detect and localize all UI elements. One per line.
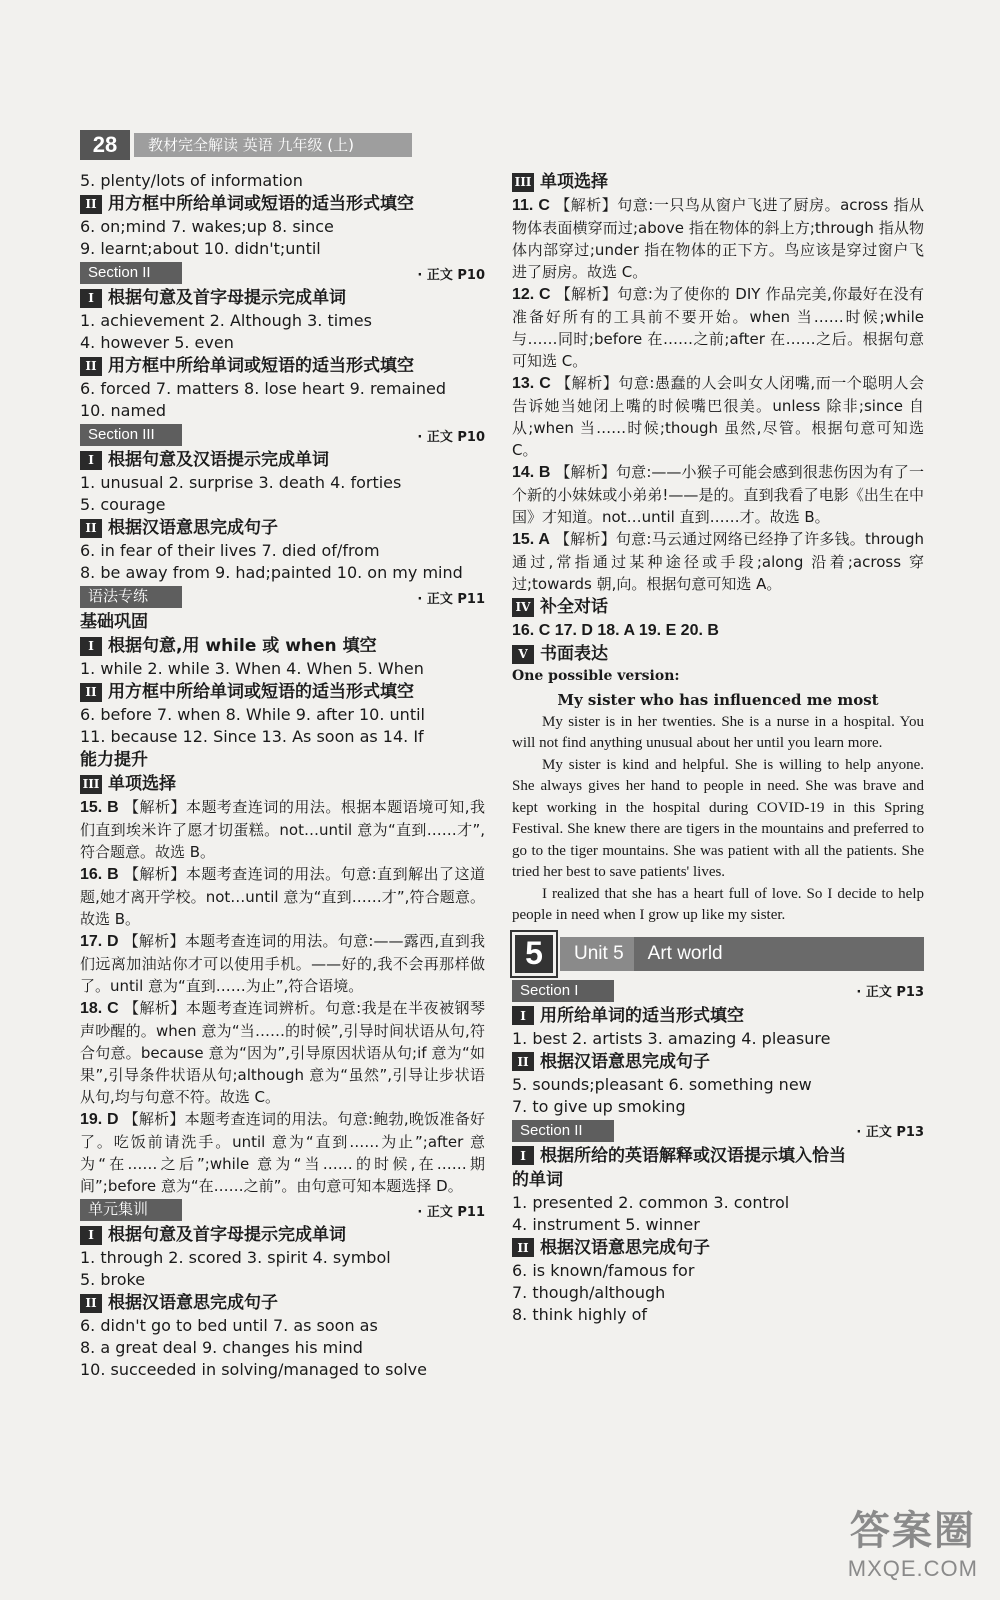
answer-line: 1. through 2. scored 3. spirit 4. symbol	[80, 1248, 391, 1267]
explanation-item: 17. D 【解析】本题考查连词的用法。句意:——露西,直到我们远离加油站你才可以使用手机。——好的,我不会再那样做了。until 意为“直到……为止”,符合语境。	[80, 932, 485, 995]
answer-line: 1. best 2. artists 3. amazing 4. pleasure	[512, 1028, 831, 1048]
answer-line: 16. C 17. D 18. A 19. E 20. B	[512, 622, 719, 639]
roman-numeral-badge: II	[80, 519, 102, 538]
answer-line: 1. presented 2. common 3. control	[512, 1192, 790, 1212]
exercise-heading: I 根据句意,用 while 或 when 填空	[80, 634, 485, 658]
answer-line: 9. learnt;about 10. didn't;until	[80, 239, 321, 258]
page-header	[80, 130, 412, 160]
explanation-item: 16. B 【解析】本题考查连词的用法。句意:直到解出了这道题,她才离开学校。not…until 意为“直到……才”,符合题意。故选 B。	[80, 865, 485, 928]
unit-label: Unit 5	[560, 937, 634, 971]
exercise-heading: II 根据汉语意思完成句子	[512, 1050, 924, 1074]
essay-paragraph: My sister is kind and helpful. She is willing to help anyone. She always gives her hand to people in need. She was brave and kept working in the hospital during COVID-19 in this Spring Festival. She knew there are tigers in the mountains and preferred to go to the tiger mountains. She was patient with all the patients. She tried her best to save patients' lives.	[512, 756, 924, 880]
roman-numeral-badge: II	[512, 1052, 534, 1071]
section-tag: 单元集训	[80, 1199, 182, 1221]
explanation-item: 14. B 【解析】句意:——小猴子可能会感到很悲伤因为有了一个新的小妹妹或小弟弟!——是的。直到我看了电影《出生在中国》才知道。not…until 直到……才。故选 B。	[512, 463, 924, 526]
answer-line: 7. to give up smoking	[512, 1096, 686, 1116]
answer-line: 7. though/although	[512, 1282, 666, 1302]
exercise-heading: II 用方框中所给单词或短语的适当形式填空	[80, 680, 485, 704]
watermark-logo-text: 答案圈	[849, 1508, 976, 1554]
essay-intro: One possible version:	[512, 668, 680, 684]
essay-paragraph: I realized that she has a heart full of love. So I decide to help people in need when I grow up like my sister.	[512, 885, 924, 923]
section-row	[80, 585, 485, 609]
exercise-heading-continued: 的单词	[512, 1169, 563, 1190]
book-title: 教材完全解读 英语 九年级 (上)	[134, 133, 412, 157]
answer-line: 6. didn't go to bed until 7. as soon as	[80, 1316, 378, 1335]
essay-paragraph: My sister is in her twenties. She is a nurse in a hospital. You will not find anything unusual about her until you learn more.	[512, 713, 924, 751]
roman-numeral-badge: II	[80, 357, 102, 376]
exercise-heading: I 根据句意及首字母提示完成单词	[80, 286, 485, 310]
roman-numeral-badge: III	[512, 173, 534, 192]
explanation-item: 15. B 【解析】本题考查连词的用法。根据本题语境可知,我们直到埃米许了愿才切蛋糕。not…until 意为“直到……才”,符合题意。故选 B。	[80, 798, 485, 861]
exercise-heading: I 根据句意及首字母提示完成单词	[80, 1223, 485, 1247]
essay-title: My sister who has influenced me most	[557, 690, 879, 709]
roman-numeral-badge: II	[80, 1294, 102, 1313]
answer-line: 8. be away from 9. had;painted 10. on my mind	[80, 563, 463, 582]
explanation-item: 15. A 【解析】句意:马云通过网络已经挣了许多钱。through 通过,常指通过某种途径或手段;along 沿着;across 穿过;towards 朝,向。根据句意可知选 A。	[512, 530, 924, 593]
subsection-title: 能力提升	[80, 750, 148, 770]
exercise-heading: II 用方框中所给单词或短语的适当形式填空	[80, 192, 485, 216]
answer-line: 5. sounds;pleasant 6. something new	[512, 1074, 812, 1094]
subsection-title: 基础巩固	[80, 612, 148, 632]
exercise-heading: II 根据汉语意思完成句子	[80, 1291, 485, 1315]
roman-numeral-badge: II	[512, 1238, 534, 1257]
roman-numeral-badge: I	[512, 1146, 534, 1165]
answer-line: 6. before 7. when 8. While 9. after 10. until	[80, 705, 425, 724]
section-row	[512, 979, 924, 1003]
left-column	[80, 170, 485, 1381]
right-column	[512, 170, 924, 1326]
section-row	[80, 1198, 485, 1222]
exercise-heading: II 根据汉语意思完成句子	[80, 516, 485, 540]
exercise-heading: I 用所给单词的适当形式填空	[512, 1004, 924, 1028]
exercise-heading: V 书面表达	[512, 642, 924, 666]
section-row	[80, 423, 485, 447]
answer-line: 5. plenty/lots of information	[80, 171, 303, 190]
section-row	[512, 1119, 924, 1143]
exercise-heading: IV 补全对话	[512, 595, 924, 619]
section-tag: Section II	[512, 1120, 614, 1142]
answer-line: 8. think highly of	[512, 1304, 648, 1324]
explanation-item: 11. C 【解析】句意:一只鸟从窗户飞进了厨房。across 指从物体表面横穿而过;above 指在物体的斜上方;through 指从物体内部穿过;under 指在物体的正下方。鸟应该是穿过窗户飞进了厨房。故选 C。	[512, 196, 924, 281]
page-reference: · 正文 P11	[417, 591, 485, 607]
answer-line: 1. unusual 2. surprise 3. death 4. forties	[80, 473, 402, 492]
explanation-item: 13. C 【解析】句意:愚蠢的人会叫女人闭嘴,而一个聪明人会告诉她当她闭上嘴的时候嘴巴很美。unless 除非;since 自从;when 当……时候;though 虽然,尽管。根据句意可知选 C。	[512, 374, 924, 459]
roman-numeral-badge: I	[512, 1006, 534, 1025]
exercise-heading: I 根据所给的英语解释或汉语提示填入恰当	[512, 1144, 924, 1168]
exercise-heading: II 根据汉语意思完成句子	[512, 1236, 924, 1260]
section-tag: Section III	[80, 424, 182, 446]
page-reference: · 正文 P10	[417, 267, 485, 283]
answer-line: 10. named	[80, 401, 167, 420]
answer-line: 6. on;mind 7. wakes;up 8. since	[80, 217, 334, 236]
roman-numeral-badge: IV	[512, 598, 534, 617]
roman-numeral-badge: I	[80, 1226, 102, 1245]
explanation-item: 19. D 【解析】本题考查连词的用法。句意:鲍勃,晚饭准备好了。吃饭前请洗手。until 意为“直到……为止”;after 意为“在……之后”;while 意为“当……的时候,在……期间”;before 意为“在……之前”。由句意可知本题选择 D。	[80, 1110, 485, 1195]
answer-line: 8. a great deal 9. changes his mind	[80, 1338, 363, 1357]
answer-line: 1. while 2. while 3. When 4. When 5. When	[80, 659, 424, 678]
answer-line: 6. is known/famous for	[512, 1260, 695, 1280]
page-number: 28	[80, 130, 130, 160]
answer-line: 4. instrument 5. winner	[512, 1214, 700, 1234]
exercise-heading: III 单项选择	[80, 772, 485, 796]
answer-line: 5. courage	[80, 495, 166, 514]
roman-numeral-badge: I	[80, 451, 102, 470]
roman-numeral-badge: II	[80, 195, 102, 214]
explanation-item: 12. C 【解析】句意:为了使你的 DIY 作品完美,你最好在没有准备好所有的工具前不要开始。when 当……时候;while 与……同时;before 在……之前;after 在……之后。根据句意可知选 C。	[512, 285, 924, 370]
answer-line: 6. in fear of their lives 7. died of/from	[80, 541, 380, 560]
exercise-heading: II 用方框中所给单词或短语的适当形式填空	[80, 354, 485, 378]
page-reference: · 正文 P10	[417, 429, 485, 445]
explanation-item: 18. C 【解析】本题考查连词辨析。句意:我是在半夜被钢琴声吵醒的。when 意为“当……的时候”,引导时间状语从句,符合句意。because 意为“因为”,引导原因状语从句;if 意为“如果”,引导条件状语从句;although 意为“虽然”,引导让步状语从句,均与句意不符。故选 C。	[80, 999, 485, 1106]
answer-line: 4. however 5. even	[80, 333, 234, 352]
answer-line: 6. forced 7. matters 8. lose heart 9. remained	[80, 379, 446, 398]
exercise-heading: III 单项选择	[512, 170, 924, 194]
exercise-heading: I 根据句意及汉语提示完成单词	[80, 448, 485, 472]
site-watermark	[848, 1499, 978, 1582]
section-tag: Section I	[512, 980, 614, 1002]
page-reference: · 正文 P13	[856, 985, 924, 1000]
answer-line: 5. broke	[80, 1270, 146, 1289]
watermark-url: MXQE.COM	[847, 1556, 978, 1581]
answer-line: 11. because 12. Since 13. As soon as 14. If	[80, 727, 424, 746]
answer-line: 10. succeeded in solving/managed to solve	[80, 1360, 427, 1379]
answer-line: 1. achievement 2. Although 3. times	[80, 311, 372, 330]
page-reference: · 正文 P11	[417, 1204, 485, 1220]
unit-name: Art world	[634, 937, 924, 971]
section-tag: Section II	[80, 262, 182, 284]
unit-number: 5	[512, 932, 556, 976]
page-reference: · 正文 P13	[856, 1125, 924, 1140]
roman-numeral-badge: I	[80, 289, 102, 308]
section-tag: 语法专练	[80, 586, 182, 608]
roman-numeral-badge: I	[80, 637, 102, 656]
section-row	[80, 261, 485, 285]
unit-banner	[512, 933, 924, 975]
roman-numeral-badge: V	[512, 645, 534, 664]
roman-numeral-badge: III	[80, 775, 102, 794]
roman-numeral-badge: II	[80, 683, 102, 702]
